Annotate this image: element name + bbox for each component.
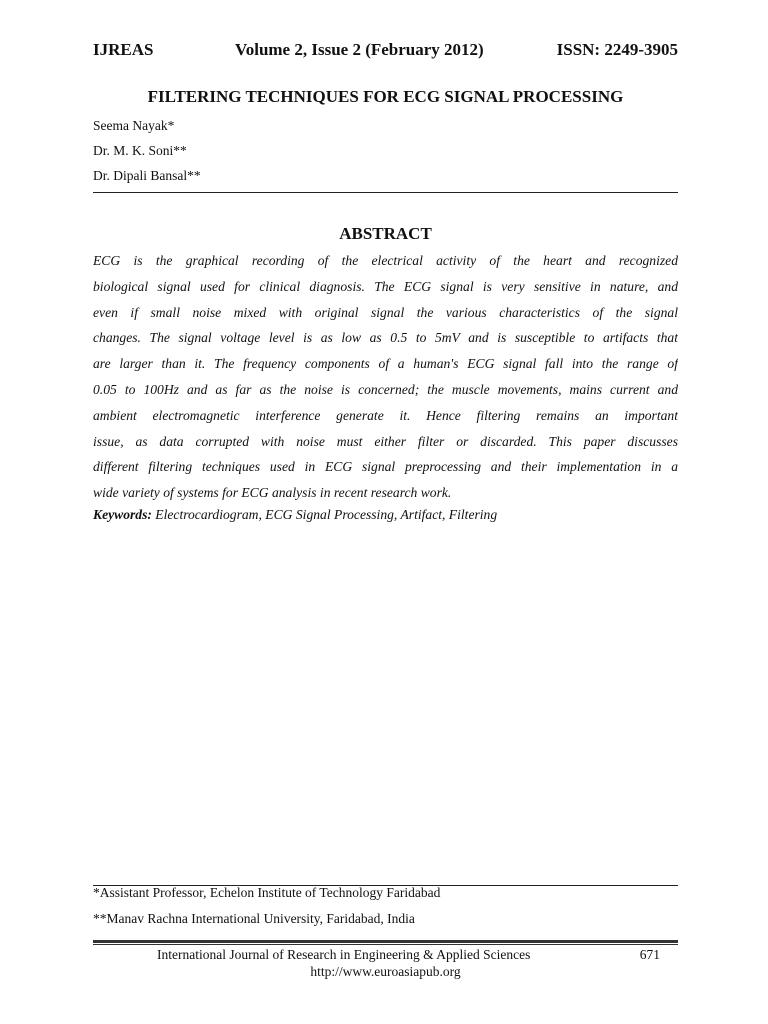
author-2: Dr. M. K. Soni**	[93, 143, 187, 158]
footer-url: http://www.euroasiapub.org	[310, 964, 461, 979]
abstract-line: 0.05 to 100Hz and as far as the noise is concerned; the muscle movements, mains current and	[93, 381, 678, 397]
running-header	[93, 40, 678, 66]
header-volume: Volume 2, Issue 2 (February 2012)	[235, 40, 484, 59]
author-1: Seema Nayak*	[93, 118, 175, 133]
header-journal: IJREAS	[93, 40, 154, 59]
abstract-line: ECG is the graphical recording of the electrical activity of the heart and recognized	[93, 253, 678, 268]
keywords-text: Electrocardiogram, ECG Signal Processing, Artifact, Filtering	[151, 507, 498, 522]
author-3: Dr. Dipali Bansal**	[93, 168, 201, 183]
abstract-body	[93, 251, 678, 509]
footer-rule-thick	[93, 940, 678, 943]
abstract-line: different filtering techniques used in ECG signal preprocessing and their implementation in a	[93, 459, 678, 475]
abstract-line: even if small noise mixed with original signal the various characteristics of the signal	[93, 304, 678, 320]
footnotes	[93, 884, 678, 936]
abstract-line: issue, as data corrupted with noise must either filter or discarded. This paper discusses	[93, 433, 678, 449]
footer-rule-thin	[93, 944, 678, 945]
paper-title: FILTERING TECHNIQUES FOR ECG SIGNAL PROCESSING	[147, 87, 624, 106]
author-list	[93, 118, 201, 193]
header-issn: ISSN: 2249-3905	[556, 40, 678, 59]
title-divider	[93, 192, 678, 193]
abstract-line: ambient electromagnetic interference generate it. Hence filtering remains an important	[93, 407, 678, 423]
abstract-line: changes. The signal voltage level is as low as 0.5 to 5mV and is susceptible to artifacts that	[93, 330, 678, 346]
keywords-label: Keywords:	[93, 507, 152, 522]
footnote-1: *Assistant Professor, Echelon Institute of Technology Faridabad	[93, 885, 441, 900]
page-number: 671	[639, 947, 660, 962]
keywords	[93, 507, 678, 523]
abstract-line: are larger than it. The frequency components of a human's ECG signal fall into the range of	[93, 356, 678, 372]
footer-journal: International Journal of Research in Engineering & Applied Sciences	[157, 947, 531, 962]
abstract-heading: ABSTRACT	[339, 224, 432, 243]
abstract-line: wide variety of systems for ECG analysis in recent research work.	[93, 485, 452, 501]
footnote-2: **Manav Rachna International University, Faridabad, India	[93, 911, 415, 926]
abstract-line: biological signal used for clinical diagnosis. The ECG signal is very sensitive in nature, and	[93, 278, 678, 294]
